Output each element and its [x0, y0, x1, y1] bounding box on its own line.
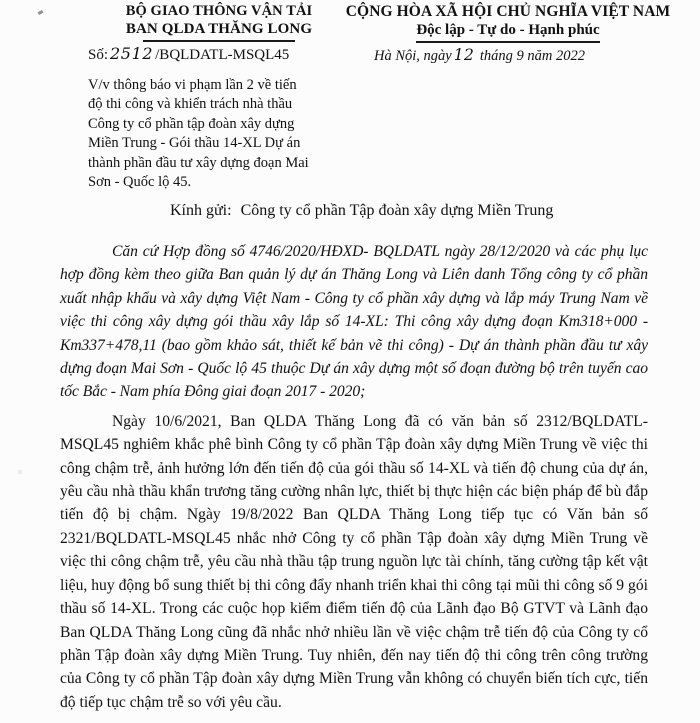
subject-line: độ thi công và khiển trách nhà thầu — [88, 96, 293, 113]
year-label: năm — [527, 48, 553, 64]
month-label: tháng — [479, 48, 513, 64]
document-number-label: Số: — [88, 47, 109, 63]
country-name: CỘNG HÒA XÃ HỘI CHỦ NGHĨA VIỆT NAM — [345, 3, 671, 20]
day-handwritten: 12 — [453, 46, 475, 64]
recipient-label: Kính gửi: — [170, 202, 232, 219]
place-and-date-line — [374, 45, 585, 66]
subject-block — [88, 76, 320, 192]
body-paragraph-legal-basis: Căn cứ Hợp đồng số 4746/2020/HĐXD- BQLDATL ngày 28/12/2020 và các phụ lục hợp đồng kèm theo giữa Ban quản lý dự án Thăng Long và Liên danh Tổng công ty cổ phần xuất nhập khẩu và xây dựng Việt Nam - Công ty cổ phần xây dựng và lắp máy Trung Nam về việc thi công xây dựng gói thầu xây lắp số 14-XL: Thi công xây dựng đoạn Km318+000 - Km337+478,11 (bao gồm khảo sát, thiết kế bản vẽ thi công) - Dự án thành phần đầu tư xây dựng đoạn Mai Sơn - Quốc lộ 45 thuộc Dự án xây dựng một số đoạn đường bộ trên tuyến cao tốc Bắc - Nam phía Đông giai đoạn 2017 - 2020; — [60, 243, 648, 401]
subject-line: Miền Trung - Gói thầu 14-XL Dự án — [88, 135, 301, 152]
national-motto: Độc lập - Tự do - Hạnh phúc — [416, 22, 600, 38]
subject-line: thành phần đầu tư xây dựng đoạn Mai — [88, 154, 309, 171]
ministry-name: BỘ GIAO THÔNG VẬN TẢI — [125, 3, 313, 19]
header-underline-right — [416, 41, 600, 43]
issuing-organization-block — [88, 3, 350, 42]
subject-line: V/v thông báo vi phạm lần 2 về tiến — [88, 77, 297, 93]
document-number-code: /BQLDATL-MSQL45 — [155, 47, 290, 63]
header-underline-left — [143, 40, 295, 42]
subject-line: Công ty cổ phần tập đoàn xây dựng — [88, 115, 295, 132]
management-board-name: BAN QLDA THĂNG LONG — [125, 21, 313, 37]
year-value: 2022 — [556, 48, 586, 64]
place-label: Hà Nội, ngày — [374, 48, 452, 64]
recipient-line — [170, 200, 553, 222]
document-number-handwritten: 2512 — [110, 44, 154, 63]
national-heading-block — [330, 3, 686, 43]
document-number-line — [88, 44, 289, 65]
month-value: 9 — [516, 48, 524, 64]
scan-artifact-speck — [18, 470, 22, 474]
body-paragraph-violation-history: Ngày 10/6/2021, Ban QLDA Thăng Long đã có văn bản số 2312/BQLDATL-MSQL45 nghiêm khắc phê bình Công ty cổ phần Tập đoàn xây dựng Miền Trung về việc thi công chậm trễ, ảnh hưởng lớn đến tiến độ của gói thầu số 14-XL và tiến độ chung của dự án, yêu cầu nhà thầu khẩn trương tăng cường nhân lực, thiết bị thực hiện các biện pháp để bù đắp tiến độ bị chậm. Ngày 19/8/2022 Ban QLDA Thăng Long tiếp tục có Văn bản số 2321/BQLDATL-MSQL45 nhắc nhở Công ty cổ phần Tập đoàn xây dựng Miền Trung về việc thi công chậm trễ, yêu cầu nhà thầu tập trung nguồn lực tài chính, tăng cường tập kết vật liệu, huy động bổ sung thiết bị thi công đẩy nhanh triển khai thi công tại mũi thi công số 9 gói thầu số 14-XL. Trong các cuộc họp kiểm điểm tiến độ của Lãnh đạo Bộ GTVT và Lãnh đạo Ban QLDA Thăng Long cũng đã nhắc nhở nhiều lần về việc chậm trễ tiến độ của Công ty cổ phần Tập đoàn xây dựng Miền Trung. Tuy nhiên, đến nay tiến độ thi công trên công trường của Công ty cổ phần Tập đoàn xây dựng Miền Trung vẫn không có chuyển biến tích cực, tiến độ tiếp tục chậm trễ so với yêu cầu. — [60, 412, 648, 711]
recipient-name: Công ty cổ phần Tập đoàn xây dựng Miền Trung — [240, 202, 554, 219]
document-body — [60, 240, 648, 714]
subject-line: Sơn - Quốc lộ 45. — [88, 174, 192, 191]
